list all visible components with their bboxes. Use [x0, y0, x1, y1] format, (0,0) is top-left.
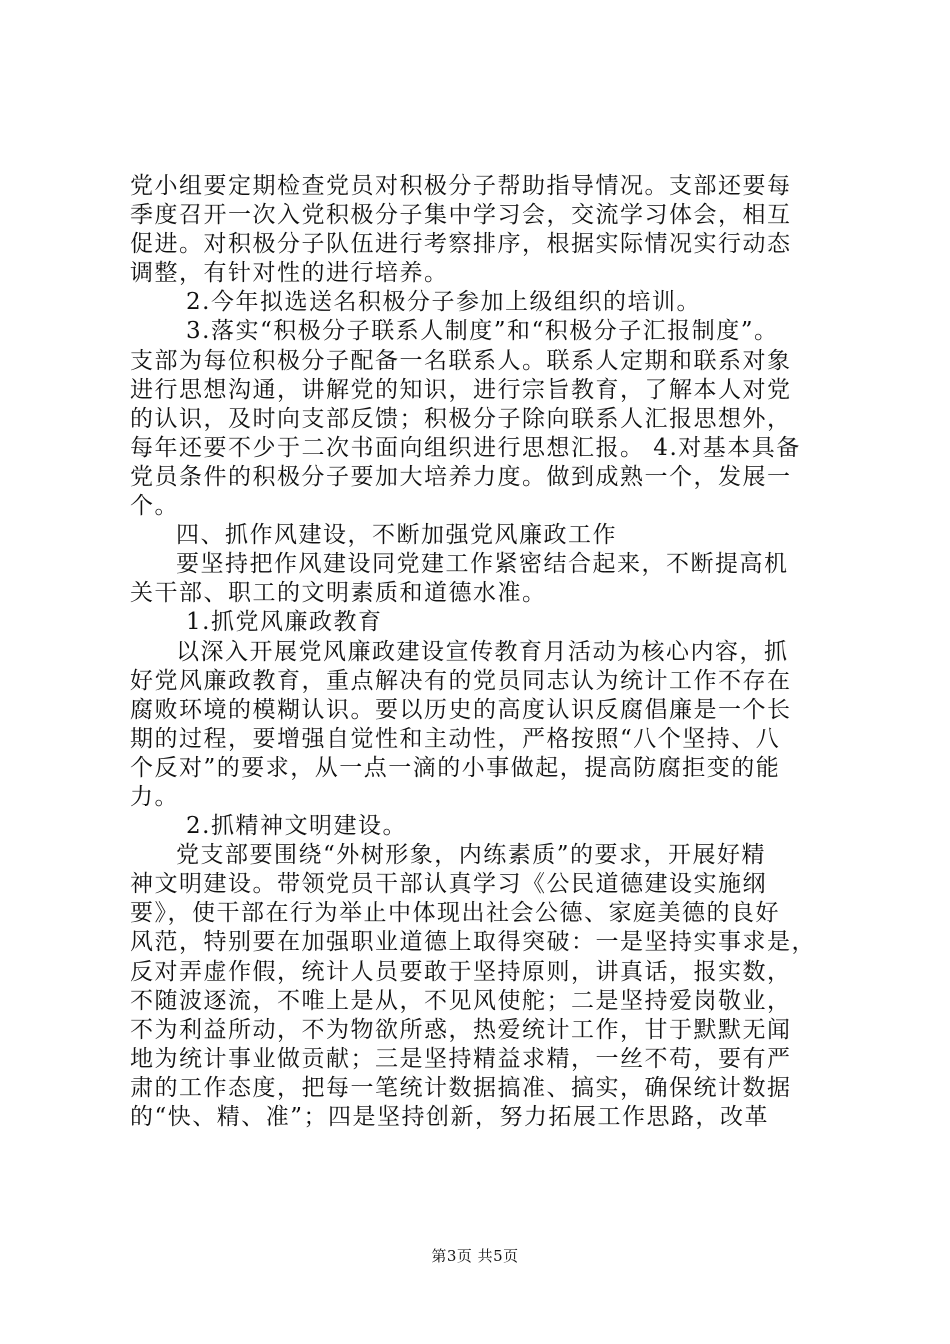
subsection-heading: 1.抓党风廉政教育 — [186, 609, 383, 636]
text-line: 党员条件的积极分子要加大培养力度。做到成熟一个，发展一 — [130, 463, 792, 490]
section-heading: 四、抓作风建设，不断加强党风廉政工作 — [176, 522, 617, 549]
text-line: 进行思想沟通，讲解党的知识，进行宗旨教育，了解本人对党 — [130, 376, 792, 403]
text-line: 腐败环境的模糊认识。要以历史的高度认识反腐倡廉是一个长 — [130, 696, 792, 723]
text-line: 风范，特别要在加强职业道德上取得突破：一是坚持实事求是， — [130, 929, 816, 956]
text-line: 个反对”的要求，从一点一滴的小事做起，提高防腐拒变的能 — [130, 754, 781, 781]
text-line: 关干部、职工的文明素质和道德水准。 — [130, 580, 547, 607]
text-line: 好党风廉政教育，重点解决有的党员同志认为统计工作不存在 — [130, 667, 792, 694]
text-line: 支部为每位积极分子配备一名联系人。联系人定期和联系对象 — [130, 347, 792, 374]
text-line: 2.今年拟选送名积极分子参加上级组织的培训。 — [186, 289, 701, 316]
text-line: 党支部要围绕“外树形象，内练素质”的要求，开展好精 — [176, 842, 767, 869]
text-line: 地为统计事业做贡献；三是坚持精益求精，一丝不苟，要有严 — [130, 1045, 792, 1072]
text-line: 不为利益所动，不为物欲所惑，热爱统计工作，甘于默默无闻 — [130, 1016, 792, 1043]
text-line: 神文明建设。带领党员干部认真学习《公民道德建设实施纲 — [130, 871, 767, 898]
text-line: 个。 — [130, 493, 179, 520]
text-line: 力。 — [130, 783, 179, 810]
text-line: 党小组要定期检查党员对积极分子帮助指导情况。支部还要每 — [130, 173, 792, 199]
text-line: 要》，使干部在行为举止中体现出社会公德、家庭美德的良好 — [130, 900, 780, 927]
text-line: 每年还要不少于二次书面向组织进行思想汇报。 4.对基本具备 — [130, 434, 801, 461]
text-line: 的认识，及时向支部反馈；积极分子除向联系人汇报思想外， — [130, 405, 792, 432]
page-number-footer: 第3页 共5页 — [431, 1247, 519, 1265]
text-line: 期的过程，要增强自觉性和主动性，严格按照“八个坚持、八 — [130, 725, 781, 752]
text-line: 3.落实“积极分子联系人制度”和“积极分子汇报制度”。 — [186, 318, 779, 345]
text-line: 肃的工作态度，把每一笔统计数据搞准、搞实，确保统计数据 — [130, 1074, 792, 1101]
text-line: 促进。对积极分子队伍进行考察排序，根据实际情况实行动态 — [130, 231, 792, 258]
text-line: 不随波逐流，不唯上是从，不见风使舵；二是坚持爱岗敬业， — [130, 987, 792, 1014]
text-line: 的“快、精、准”；四是坚持创新，努力拓展工作思路，改革 — [130, 1104, 770, 1130]
text-line: 季度召开一次入党积极分子集中学习会，交流学习体会，相互 — [130, 202, 792, 229]
document-body — [130, 172, 835, 1132]
subsection-heading: 2.抓精神文明建设。 — [186, 813, 407, 840]
text-line: 调整，有针对性的进行培养。 — [130, 260, 449, 287]
text-line: 反对弄虚作假，统计人员要敢于坚持原则，讲真话，报实数， — [130, 958, 792, 985]
text-line: 以深入开展党风廉政建设宣传教育月活动为核心内容，抓 — [176, 638, 789, 665]
text-line: 要坚持把作风建设同党建工作紧密结合起来，不断提高机 — [176, 551, 789, 578]
